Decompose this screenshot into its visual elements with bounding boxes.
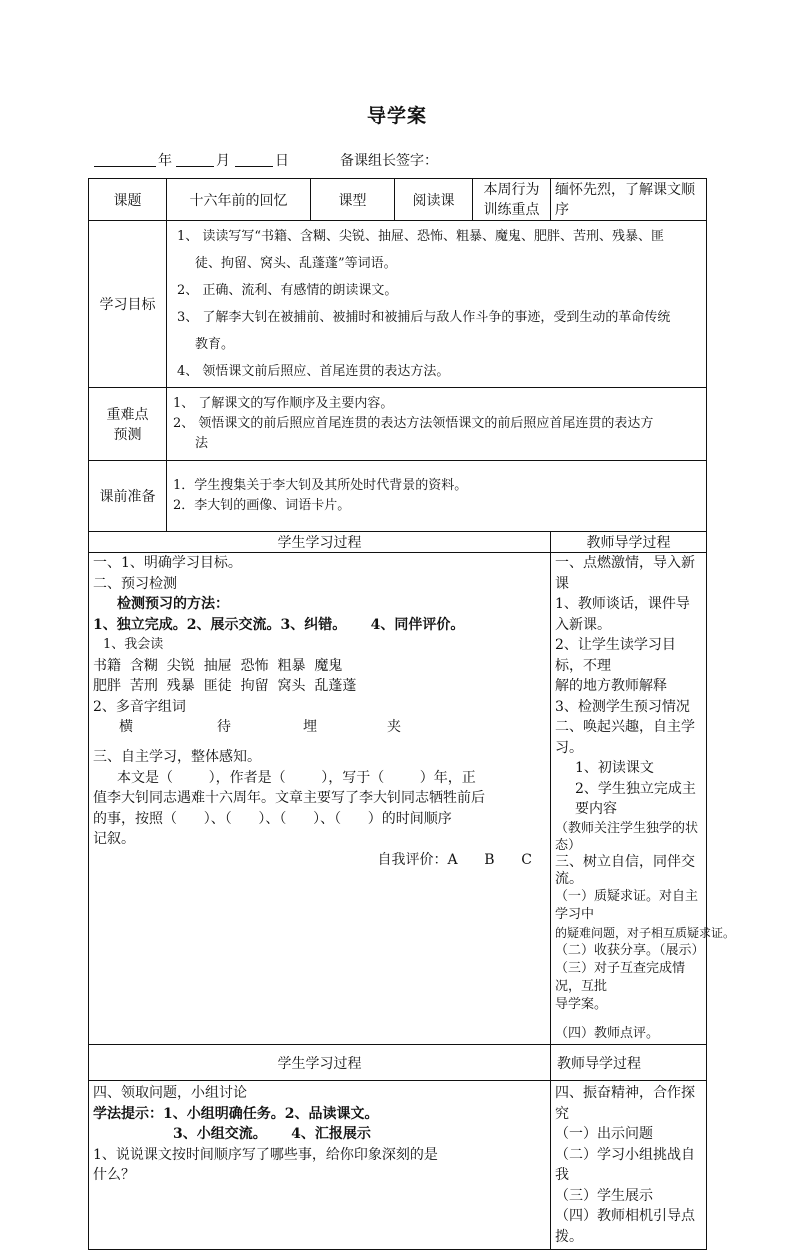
teacher-line: 三、树立自信，同伴交流。 <box>555 853 695 887</box>
teacher-line: （二）收获分享。（展示） <box>555 942 705 958</box>
goals-content <box>167 221 707 388</box>
prep-line: 2．李大钊的画像、词语卡片。 <box>173 498 351 513</box>
process-line: 值李大钊同志遇难十六周年。文章主要写了李大钊同志牺牲前后 <box>93 790 485 806</box>
teacher-line: （三）学生展示 <box>555 1187 653 1204</box>
teacher-line: （一）出示问题 <box>555 1126 653 1142</box>
teacher-line: （一）质疑求证。对自主学习中 <box>555 888 699 922</box>
teacher-line: （三）对子互查完成情况，互批 <box>555 960 686 994</box>
teacher-process-header: 教师导学过程 <box>551 532 707 553</box>
process-line: 1、独立完成。2、展示交流。3、纠错。 4、同伴评价。 <box>93 616 465 633</box>
polyphone-char: 夹 <box>387 719 401 735</box>
difficulty-line: 2、 领悟课文的前后照应首尾连贯的表达方法领悟课文的前后照应首尾连贯的表达方 <box>173 416 654 431</box>
difficulty-content <box>167 388 707 461</box>
goal-line: 4、 领悟课文前后照应、首尾连贯的表达方法。 <box>177 364 450 379</box>
polyphone-char: 埋 <box>303 719 317 735</box>
process-line: 3、小组交流。 4、汇报展示 <box>173 1126 371 1142</box>
goal-line: 3、 了解李大钊在被捕前、被捕时和被捕后与敌人作斗争的事迹，受到生动的革命传统 <box>177 310 671 325</box>
prep-row <box>89 461 707 532</box>
process-line: 检测预习的方法： <box>117 596 229 612</box>
student-process-header: 学生学习过程 <box>89 1045 551 1081</box>
goal-line: 2、 正确、流利、有感情的朗读课文。 <box>177 283 398 298</box>
year-blank[interactable] <box>94 166 156 167</box>
section2-content-row <box>89 1081 707 1250</box>
word-list: 肥胖 苦刑 残暴 匪徒 拘留 窝头 乱蓬蓬 <box>93 678 357 694</box>
teacher-line: （教师关注学生独学的状态） <box>555 820 699 853</box>
difficulty-label: 重难点预测 <box>89 388 167 461</box>
topic-label: 课题 <box>89 179 167 221</box>
difficulty-row <box>89 388 707 461</box>
difficulty-line: 法 <box>195 436 209 451</box>
topic-row <box>89 179 707 221</box>
goal-line: 徒、拘留、窝头、乱蓬蓬”等词语。 <box>195 256 397 271</box>
page-title: 导学案 <box>366 105 427 127</box>
process-line: 本文是（ ），作者是（ ），写于（ ）年，正 <box>117 769 476 786</box>
focus-value: 缅怀先烈，了解课文顺序 <box>551 179 707 221</box>
polyphone-char: 横 <box>119 719 133 735</box>
process-line: 记叙。 <box>93 831 135 847</box>
teacher-line: 导学案。 <box>555 996 608 1012</box>
type-label: 课型 <box>311 179 395 221</box>
student-process-content <box>89 553 551 1045</box>
section1-header-row <box>89 532 707 553</box>
teacher-discussion-content <box>551 1081 707 1250</box>
process-line: 1、说说课文按时间顺序写了哪些事，给你印象深刻的是 <box>93 1146 438 1163</box>
signature-label: 备课组长签字： <box>340 153 438 169</box>
student-process-header: 学生学习过程 <box>89 532 551 553</box>
teacher-line: 的疑难问题，对子相互质疑求证。 <box>555 925 736 940</box>
teacher-line: 二、唤起兴趣，自主学习。 <box>555 719 695 756</box>
day-blank[interactable] <box>235 166 273 167</box>
teacher-line: （二）学习小组挑战自我 <box>555 1146 695 1183</box>
teacher-line: 2、学生独立完成主要内容 <box>575 780 696 817</box>
process-line: 二、预习检测 <box>93 575 177 592</box>
process-line: 1、我会读 <box>103 637 164 652</box>
date-line <box>94 150 714 170</box>
month-blank[interactable] <box>176 166 214 167</box>
process-line: 一、1、明确学习目标。 <box>93 555 242 571</box>
goals-row <box>89 221 707 388</box>
prep-content <box>167 461 707 532</box>
teacher-process-header: 教师导学过程 <box>551 1045 707 1081</box>
process-line: 什么？ <box>93 1167 135 1183</box>
topic-value: 十六年前的回忆 <box>167 179 311 221</box>
teacher-line: 解的地方教师解释 <box>555 678 667 694</box>
polyphone-char: 待 <box>217 719 231 735</box>
word-list: 书籍 含糊 尖锐 抽屉 恐怖 粗暴 魔鬼 <box>93 657 343 674</box>
teacher-process-content <box>551 553 736 1045</box>
teacher-line: 2、让学生读学习目标，不理 <box>555 637 676 674</box>
self-evaluation: 自我评价：A B C <box>377 851 532 868</box>
teacher-line: 3、检测学生预习情况 <box>555 698 690 715</box>
teacher-line: （四）教师点评。 <box>555 1025 660 1041</box>
year-label: 年 <box>158 153 172 169</box>
process-line: 四、领取问题，小组讨论 <box>93 1085 247 1101</box>
section2-header-row <box>89 1045 707 1081</box>
goals-label: 学习目标 <box>89 221 167 388</box>
teacher-line: 1、教师谈话，课件导入新课。 <box>555 596 690 633</box>
process-line: 2、多音字组词 <box>93 698 186 715</box>
section1-content-row <box>89 553 707 1045</box>
day-label: 日 <box>275 153 289 169</box>
difficulty-line: 1、 了解课文的写作顺序及主要内容。 <box>173 396 394 411</box>
prep-line: 1．学生搜集关于李大钊及其所处时代背景的资料。 <box>173 478 468 493</box>
teacher-line: 1、初读课文 <box>575 760 654 776</box>
teacher-line: 一、点燃激情，导入新课 <box>555 555 695 592</box>
teacher-line: （四）教师相机引导点拨。 <box>555 1208 695 1245</box>
prep-label: 课前准备 <box>89 461 167 532</box>
process-line: 三、自主学习，整体感知。 <box>93 749 261 765</box>
goal-line: 1、 读读写写“书籍、含糊、尖锐、抽屉、恐怖、粗暴、魔鬼、肥胖、苦刑、残暴、匪 <box>177 229 665 244</box>
student-discussion-content <box>89 1081 551 1250</box>
lesson-plan-table <box>88 178 736 1250</box>
goal-line: 教育。 <box>195 337 235 352</box>
process-line: 的事，按照（ ）、（ ）、（ ）、（ ）的时间顺序 <box>93 810 452 827</box>
month-label: 月 <box>216 153 230 169</box>
type-value: 阅读课 <box>395 179 473 221</box>
polyphone-row <box>93 717 546 741</box>
focus-label: 本周行为训练重点 <box>473 179 551 221</box>
teacher-line: 四、振奋精神，合作探究 <box>555 1085 695 1122</box>
process-line: 学法提示：1、小组明确任务。2、品读课文。 <box>93 1105 379 1122</box>
